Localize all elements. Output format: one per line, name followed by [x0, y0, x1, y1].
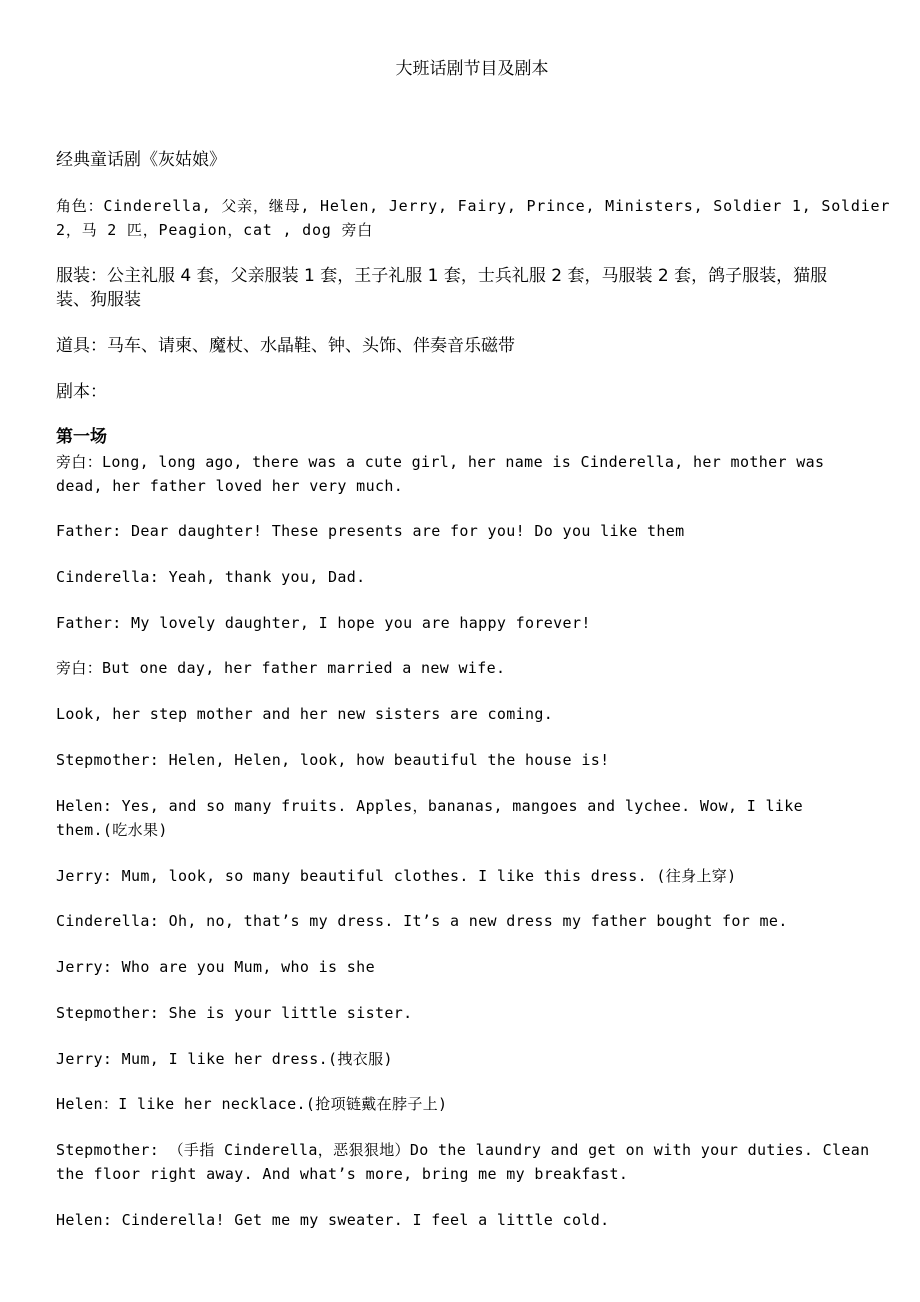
dialogue-text: 旁白：Long, long ago, there was a cute girl, her name is Cinderella, her mother was	[56, 453, 825, 471]
dialogue-text: Cinderella: Oh, no, that’s my dress. It’s a new dress my father bought for me.	[56, 912, 788, 930]
roles-line-1: 角色：Cinderella, 父亲，继母, Helen, Jerry, Fairy, Prince, Ministers, Soldier 1, Soldier	[56, 197, 891, 215]
dialogue-text: Helen: Yes, and so many fruits. Apples，bananas, mangoes and lychee. Wow, I like	[56, 797, 804, 815]
costumes-paragraph	[56, 264, 888, 312]
dialogue-text: them.(吃水果)	[56, 821, 168, 839]
dialogue-line	[56, 1001, 888, 1025]
dialogue-text: Jerry: Mum, look, so many beautiful clothes. I like this dress. (往身上穿)	[56, 867, 737, 885]
script-label: 剧本：	[56, 382, 107, 402]
dialogue-line	[56, 1208, 888, 1232]
roles-line-2: 2，马 2 匹，Peagion，cat , dog 旁白	[56, 221, 374, 239]
dialogue-line	[56, 519, 888, 543]
dialogue-text: Jerry: Mum, I like her dress.(拽衣服)	[56, 1050, 393, 1068]
dialogue-text: 旁白：But one day, her father married a new wife.	[56, 659, 506, 677]
dialogue-text: Father: My lovely daughter, I hope you are happy forever!	[56, 614, 591, 632]
dialogue-text: Stepmother: She is your little sister.	[56, 1004, 413, 1022]
dialogue-line	[56, 611, 888, 635]
dialogue-line	[56, 450, 888, 498]
costumes-line-1: 服装：公主礼服 4 套，父亲服装 1 套，王子礼服 1 套，士兵礼服 2 套，马服装 2 套，鸽子服装，猫服	[56, 266, 828, 286]
dialogue-line	[56, 1092, 888, 1116]
dialogue-text: dead, her father loved her very much.	[56, 477, 404, 495]
dialogue-text: Stepmother: （手指 Cinderella，恶狠狠地）Do the laundry and get on with your duties. Clean	[56, 1141, 870, 1159]
dialogue-line	[56, 748, 888, 772]
dialogue-line	[56, 909, 888, 933]
dialogue-text: Helen: Cinderella! Get me my sweater. I feel a little cold.	[56, 1211, 610, 1229]
roles-paragraph	[56, 194, 891, 242]
dialogue-text: Stepmother: Helen, Helen, look, how beautiful the house is!	[56, 751, 610, 769]
dialogue-line	[56, 794, 888, 842]
dialogue-text: Jerry: Who are you Mum, who is she	[56, 958, 375, 976]
dialogue-line	[56, 702, 888, 726]
dialogue-text: Helen：I like her necklace.(抢项链戴在脖子上)	[56, 1095, 448, 1113]
document-page	[56, 0, 891, 1302]
dialogue-line	[56, 656, 888, 680]
dialogue-text: Father: Dear daughter! These presents are for you! Do you like them	[56, 522, 685, 540]
dialogue-line	[56, 864, 888, 888]
dialogue-line	[56, 1138, 888, 1186]
dialogue-line	[56, 1047, 888, 1071]
document-title: 大班话剧节目及剧本	[395, 59, 549, 79]
dialogue-text: the floor right away. And what’s more, bring me my breakfast.	[56, 1165, 629, 1183]
scene-heading: 第一场	[56, 427, 107, 447]
play-title: 经典童话剧《灰姑娘》	[56, 150, 226, 170]
dialogue-line	[56, 565, 888, 589]
dialogue-line	[56, 955, 888, 979]
dialogue-text: Look, her step mother and her new sisters are coming.	[56, 705, 554, 723]
dialogue-text: Cinderella: Yeah, thank you, Dad.	[56, 568, 366, 586]
props-paragraph: 道具：马车、请柬、魔杖、水晶鞋、钟、头饰、伴奏音乐磁带	[56, 336, 515, 356]
costumes-line-2: 装、狗服装	[56, 290, 141, 310]
